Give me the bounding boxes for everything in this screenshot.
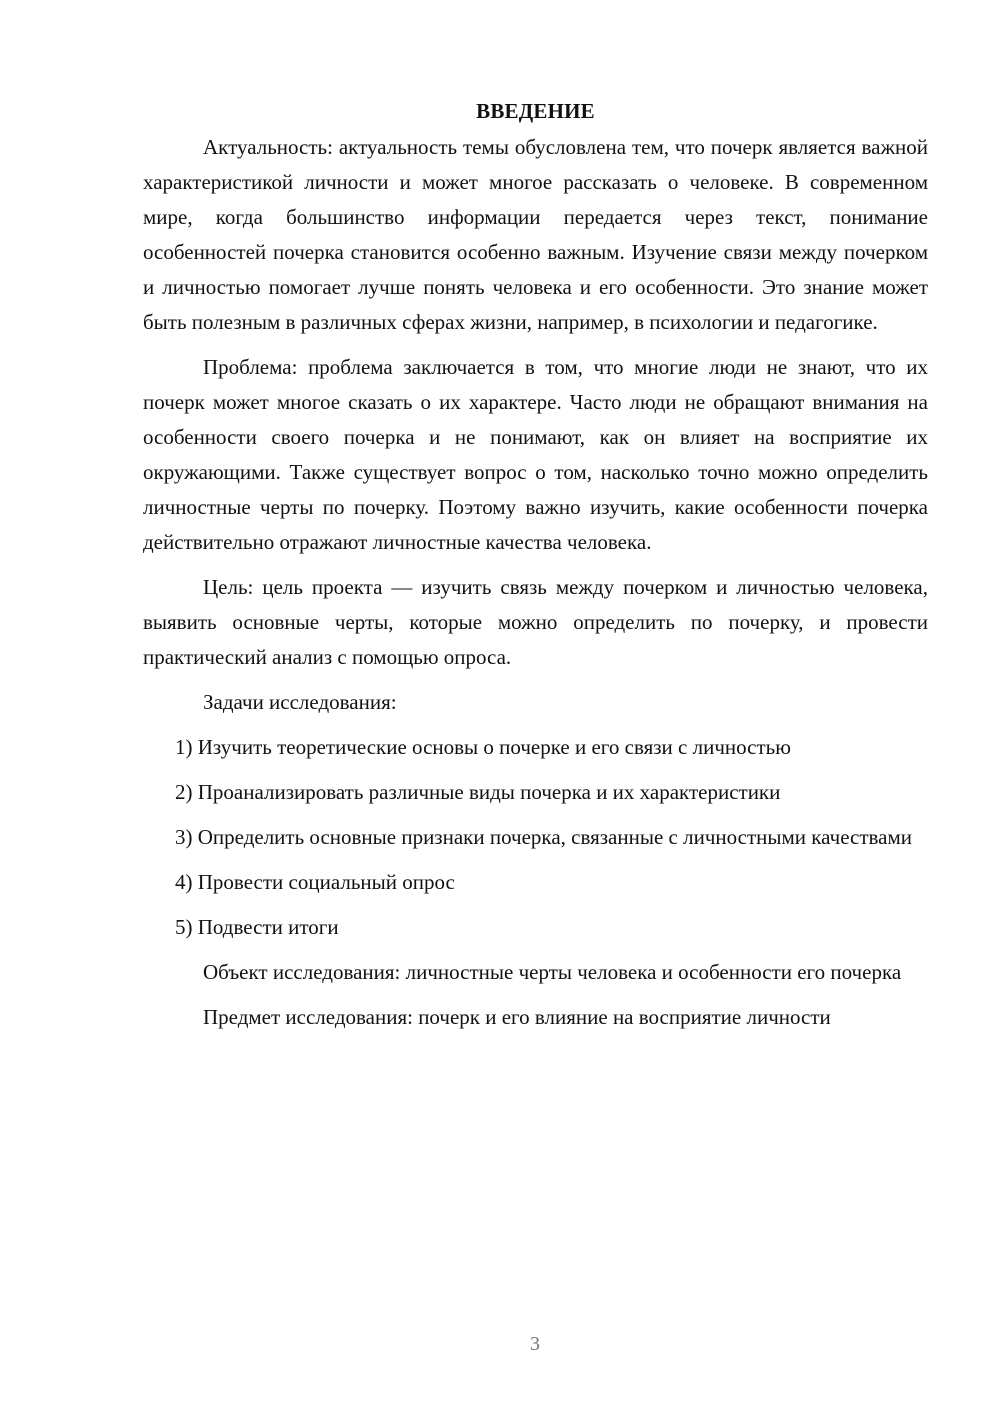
task-item: 3) Определить основные признаки почерка, связанные с личностными качествами: [175, 825, 913, 849]
section-heading: ВВЕДЕНИЕ: [476, 99, 595, 123]
document-page: [143, 92, 928, 1045]
task-item: 2) Проанализировать различные виды почерка и их характеристики: [175, 780, 781, 804]
problem-paragraph: Проблема: проблема заключается в том, что многие люди не знают, что их почерк может многое сказать о их характере. Часто люди не обращают внимания на особенности своего почерка и не понимают, как он влияет на восприятие их окружающими. Также существует вопрос о том, насколько точно можно определить личностные черты по почерку. Поэтому важно изучить, какие особенности почерка действительно отражают личностные качества человека.: [143, 355, 928, 554]
relevance-paragraph: Актуальность: актуальность темы обусловлена тем, что почерк является важной характеристикой личности и может многое рассказать о человеке. В современном мире, когда большинство информации передается через текст, понимание особенностей почерка становится особенно важным. Изучение связи между почерком и личностью помогает лучше понять человека и его особенности. Это знание может быть полезным в различных сферах жизни, например, в психологии и педагогике.: [143, 135, 928, 334]
task-item: 1) Изучить теоретические основы о почерке и его связи с личностью: [175, 735, 791, 759]
tasks-list: [143, 730, 928, 945]
subject-paragraph: Предмет исследования: почерк и его влияние на восприятие личности: [203, 1005, 831, 1029]
tasks-title: Задачи исследования:: [203, 690, 397, 714]
object-paragraph: Объект исследования: личностные черты человека и особенности его почерка: [203, 960, 902, 984]
goal-paragraph: Цель: цель проекта — изучить связь между почерком и личностью человека, выявить основные черты, которые можно определить по почерку, и провести практический анализ с помощью опроса.: [143, 575, 928, 669]
page-number: 3: [530, 1333, 540, 1355]
task-item: 4) Провести социальный опрос: [175, 870, 455, 894]
task-item: 5) Подвести итоги: [175, 915, 339, 939]
